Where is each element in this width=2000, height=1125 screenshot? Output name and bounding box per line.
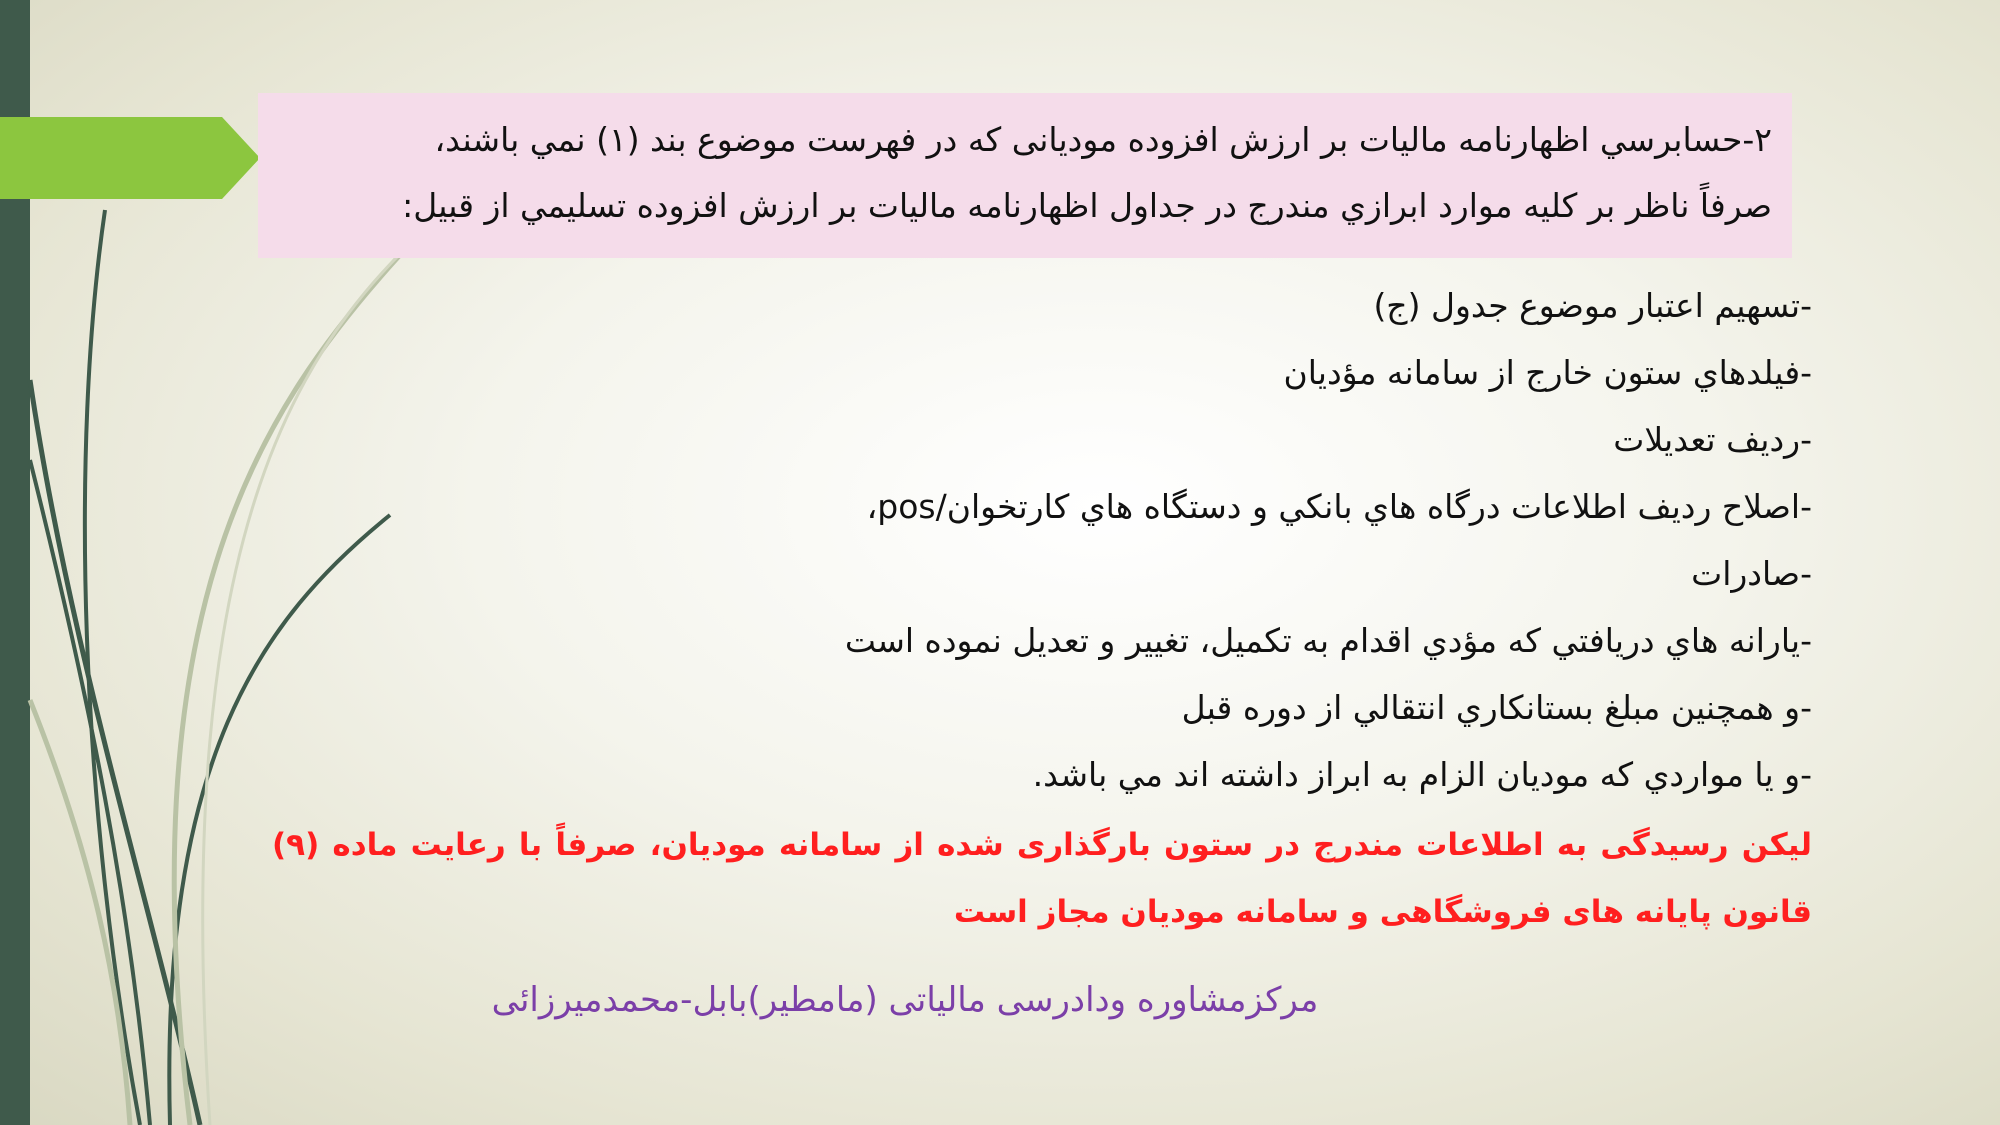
bullet-item: -و همچنين مبلغ بستانكاري انتقالي از دوره قبل	[1181, 688, 1812, 727]
bullet-item: -يارانه هاي دريافتي كه مؤدي اقدام به تكميل، تغيير و تعديل نموده است	[844, 621, 1812, 660]
bullet-item: -رديف تعديلات	[1613, 420, 1812, 459]
footer-credit: مرکزمشاوره ودادرسی مالیاتی (مامطیر)بابل-محمدمیرزائی	[491, 980, 1319, 1020]
heading-line-1: ۲-حسابرسي اظهارنامه ماليات بر ارزش افزوده موديانى كه در فهرست موضوع بند (۱) نمي باشند،	[434, 120, 1772, 159]
red-note: لیکن رسیدگی به اطلاعات مندرج در ستون بارگذاری شده از سامانه مودیان، صرفاً با رعایت ماده (۹) قانون پایانه های فروشگاهی و سامانه مودیان مجاز است	[272, 827, 1812, 930]
bullet-item: -اصلاح رديف اطلاعات درگاه هاي بانكي و دستگاه هاي كارتخوان/pos،	[866, 487, 1812, 526]
bullet-list	[262, 272, 1812, 808]
bullet-item: -صادرات	[1691, 554, 1812, 593]
arrow-tab-shape	[0, 117, 260, 199]
heading-line-2: صرفاً ناظر بر كليه موارد ابرازي مندرج در جداول اظهارنامه ماليات بر ارزش افزوده تسليمي از قبيل:	[402, 186, 1772, 225]
bullet-item: -و يا مواردي كه موديان الزام به ابراز داشته اند مي باشد.	[1032, 755, 1812, 794]
bullet-item: -فيلدهاي ستون خارج از سامانه مؤديان	[1283, 353, 1812, 392]
heading-box	[258, 93, 1792, 258]
bullet-item: -تسهيم اعتبار موضوع جدول (ج)	[1373, 286, 1812, 325]
